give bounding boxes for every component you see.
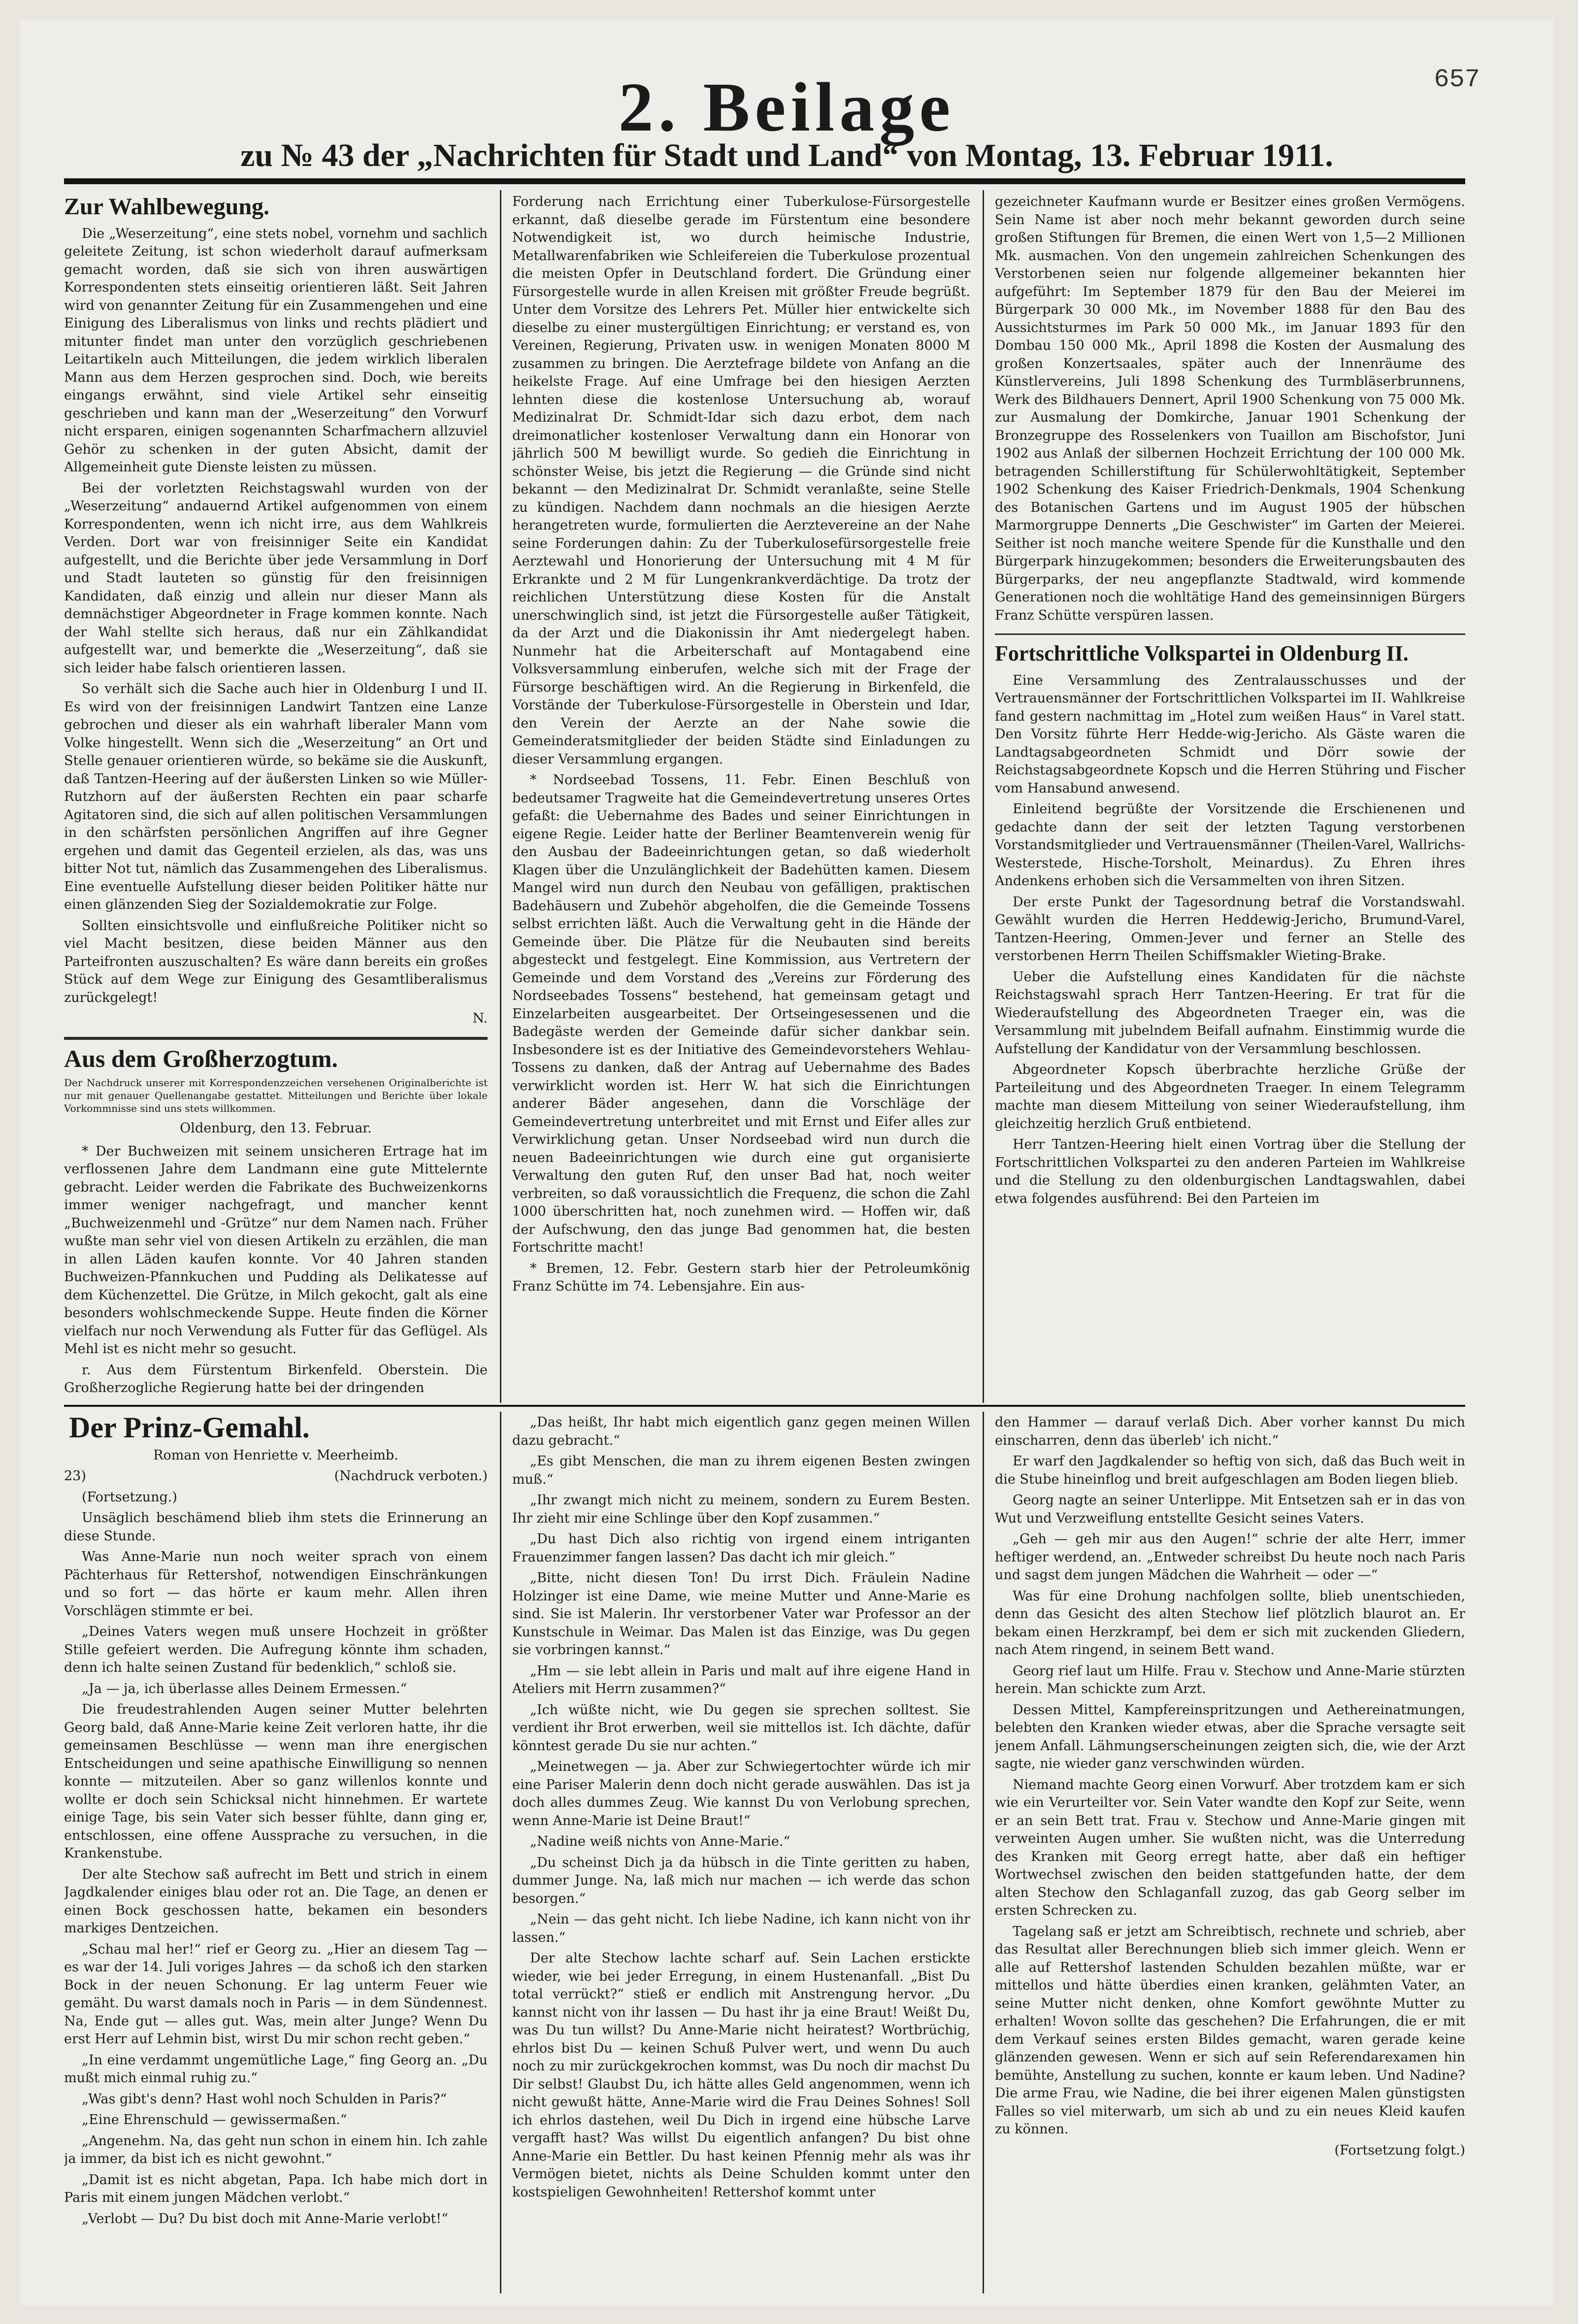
story-paragraph: „Verlobt — Du? Du bist doch mit Anne-Marie verlobt!“ [82,2211,448,2226]
article-paragraph: Sollten einsichtsvolle und einflußreiche Politiker nicht so viel Macht besitzen, diese beiden Männer aus den Parteifronten auszuschalten? Es wäre dann bereits ein großes Stück auf dem Wege zur Einigung des Gesamtliberalismus zurückgelegt! [64,918,488,1005]
story-paragraph: „Meinetwegen — ja. Aber zur Schwiegertochter würde ich mir eine Pariser Malerin denn doch nicht gerade auswählen. Das ist ja doch alles dummes Zeug. Wie kannst Du von Verlobung sprechen, wenn Anne-Marie ist Deine Braut!“ [512,1759,970,1828]
to-be-continued: (Fortsetzung folgt.) [1334,2142,1465,2158]
story-paragraph: „Nein — das geht nicht. Ich liebe Nadine, ich kann nicht von ihr lassen.“ [512,1912,970,1945]
article-paragraph: So verhält sich die Sache auch hier in Oldenburg I und II. Es wird von der freisinnigen Landwirt Tantzen eine Lanze gebrochen und dieser als ein wahrhaft liberaler Mann vom Volke hingestellt. Wenn sich die „Weserzeitung“ an Ort und Stelle genauer orientieren würde, so bekäme sie die Auskunft, daß Tantzen-Heering auf der äußersten Linken so wie Müller-Rutzhorn auf der äußersten Rechten ein paar scharfe Agitatoren sind, die sich auf allen politischen Versammlungen in den schärfsten persönlichen Angriffen auf ihre Gegner ergehen und damit das Gegenteil erzielen, als das, was uns bitter Not tut, nämlich das Zusammengehen des Liberalismus. Eine eventuelle Aufstellung dieser beiden Politiker hätte nur einen glänzenden Sieg der Sozialdemokratie zur Folge. [64,681,488,912]
header-rule [64,178,1465,184]
story-paragraph: „Ja — ja, ich überlasse alles Deinem Ermessen.“ [82,1681,407,1696]
column-2 [512,193,970,1400]
feuilleton-column-2 [512,1414,970,2291]
feuilleton-byline: Roman von Henriette v. Meerheimb. [153,1447,398,1463]
issue-subtitle: zu № 43 der „Nachrichten für Stadt und Land“ von Montag, 13. Februar 1911. [240,137,1333,173]
article-signature: N. [472,1011,488,1026]
dateline: Oldenburg, den 13. Februar. [180,1121,372,1136]
column-divider [983,190,984,1403]
article-paragraph: Ueber die Aufstellung eines Kandidaten für die nächste Reichstagswahl sprach Herr Tantzen-Heering. Er trat für die Wiederaufstellung des Abgeordneten Traeger ein, was die Versammlung mit jubelndem Beifall aufnahm. Einstimmig wurde die Aufstellung der Kandidatur von der Versammlung beschlossen. [995,969,1465,1057]
installment-number: 23) [64,1468,86,1484]
column-divider [500,190,501,1403]
story-paragraph: „Eine Ehrenschuld — gewissermaßen.“ [82,2112,347,2127]
article-paragraph: Forderung nach Errichtung einer Tuberkulose-Fürsorgestelle erkannt, daß dieselbe gerade im Fürstentum eine besondere Notwendigkeit ist, wo durch heimische Industrie, Metallwarenfabriken wie Schleifereien die Tuberkulose prozentual die meisten Opfer in Deutschland fordert. Die Gründung einer Fürsorgestelle wurde in allen Kreisen mit größter Freude begrüßt. Unter dem Vorsitze des Lehrers Pet. Müller hier entwickelte sich dieselbe zu einer mustergültigen Einrichtung; er verstand es, von Vereinen, Regierung, Privaten usw. in wenigen Monaten 8000 M zusammen zu bringen. Die Aerztefrage bildete von Anfang an die heikelste Frage. Auf eine Umfrage bei den hiesigen Aerzten lehnten diese die kostenlose Untersuchung ab, worauf Medizinalrat Dr. Schmidt-Idar sich dazu erbot, dem nach dreimonatlicher kostenloser Verwaltung dann ein Honorar von jährlich 500 M bewilligt wurde. So gedieh die Einrichtung in schönster Weise, bis jetzt die Regierung — die Gründe sind nicht bekannt — den Medizinalrat Dr. Schmidt veranlaßte, seine Stelle zu kündigen. Nachdem dann nochmals an die hiesigen Aerzte herangetreten wurde, formulierten die Aerztevereine an der Nahe seine Forderungen dahin: Zu der Tuberkulosefürsorgestelle freie Aerztewahl und Honorierung der Untersuchung mit 4 M für Erkrankte und 2 M für Lungenkrankverdächtige. Da trotz der reichlichen Unterstützung diese Kosten für die Anstalt unerschwinglich sind, ist jetzt die Fürsorgestelle außer Tätigkeit, da der Arzt und die Diakonissin ihr Amt niedergelegt haben. Nunmehr hat die Arbeiterschaft auf Montagabend eine Volksversammlung einberufen, welche sich mit der Frage der Fürsorge beschäftigen wird. An die Regierung in Birkenfeld, die Vorstände der Tuberkulose-Fürsorgestelle in Oberstein und Idar, den Verein der Aerzte an der Nahe sowie die Gemeinderatsmitglieder der beiden Städte sind Einladungen zu dieser Versammlung ergangen. [512,194,970,767]
reprint-prohibited: (Nachdruck verboten.) [334,1468,488,1484]
article-paragraph: Eine Versammlung des Zentralausschusses und der Vertrauensmänner der Fortschrittlichen Volkspartei im II. Wahlkreise fand gestern nachmittag im „Hotel zum weißen Haus“ in Varel statt. Den Vorsitz führte Herr Hedde-wig-Jericho. Als Gäste waren die Landtagsabgeordneten Schmidt und Dörr sowie der Reichstagsabgeordnete Kopsch und die Herren Stühring und Fischer vom Hansabund anwesend. [995,672,1465,796]
newspaper-page [20,20,1554,2305]
article-paragraph: Einleitend begrüßte der Vorsitzende die Erschienenen und gedachte dann der seit der letzten Tagung verstorbenen Vorstandsmitglieder und Vertrauensmänner (Theilen-Varel, Wallrichs-Westerstede, Hische-Torsholt, Meinardus). Zu Ehren ihres Andenkens erhoben sich die Versammelten von ihren Sitzen. [995,801,1465,889]
story-paragraph: Er warf den Jagdkalender so heftig von sich, daß das Buch weit in die Stube hineinflog und breit aufgeschlagen am Boden liegen blieb. [995,1454,1465,1487]
story-paragraph: Georg nagte an seiner Unterlippe. Mit Entsetzen sah er in das von Wut und Verzweiflung entstellte Gesicht seines Vaters. [995,1493,1465,1526]
feuilleton-column-1 [64,1414,488,2291]
story-paragraph: „Es gibt Menschen, die man zu ihrem eigenen Besten zwingen muß.“ [512,1454,970,1487]
article-paragraph: Der erste Punkt der Tagesordnung betraf die Vorstandswahl. Gewählt wurden die Herren Heddewig-Jericho, Brumund-Varel, Tantzen-Heering, Ommen-Jever und ferner an Stelle des verstorbenen Herrn Theilen Schiffsmakler Wieting-Brake. [995,894,1465,963]
article-paragraph: Abgeordneter Kopsch überbrachte herzliche Grüße der Parteileitung und des Abgeordneten Traeger. In einem Telegramm machte man diesem Mitteilung von seiner Wiederaufstellung, ihm gleichzeitig herzlich Gruß entbietend. [995,1062,1465,1131]
story-paragraph: „Schau mal her!“ rief er Georg zu. „Hier an diesem Tag — es war der 14. Juli voriges Jahres — da schoß ich den starken Bock in der neuen Schonung. Er lag unterm Feuer wie gemäht. Du warst damals noch in Paris — in dem Sündennest. Na, Ende gut — alles gut. Was, mein alter Junge? Wenn Du erst Herr auf Lehmin bist, wirst Du mir schon recht geben.“ [64,1941,488,2047]
story-paragraph: „Ihr zwangt mich nicht zu meinem, sondern zu Eurem Besten. Ihr zieht mir eine Schlinge über den Kopf zusammen.“ [512,1493,970,1526]
column-1 [64,193,488,1400]
story-paragraph: den Hammer — darauf verlaß Dich. Aber vorher kannst Du mich einscharren, denn das überleb' ich nicht.“ [995,1415,1465,1448]
story-paragraph: Dessen Mittel, Kampfereinspritzungen und Aethereinatmungen, belebten den Kranken wieder etwas, aber die Sprache versagte seit jenem Anfall. Lähmungserscheinungen zeigten sich, die, wie der Arzt sagte, nie wieder ganz verschwinden würden. [995,1702,1465,1771]
article-heading-wahlbewegung: Zur Wahlbewegung. [64,194,270,220]
article-paragraph: Herr Tantzen-Heering hielt einen Vortrag über die Stellung der Fortschrittlichen Volkspartei zu den anderen Parteien im Wahlkreise und die Stellung zu den oldenburgischen Landtagswahlen, dabei etwa folgendes ausführend: Bei den Parteien im [995,1137,1465,1206]
feuilleton-column-3 [995,1414,1465,2291]
continued-note: (Fortsetzung.) [82,1489,177,1505]
article-paragraph: r. Aus dem Fürstentum Birkenfeld. Oberstein. Die Großherzogliche Regierung hatte bei der dringenden [64,1362,488,1395]
article-paragraph: * Bremen, 12. Febr. Gestern starb hier der Petroleumkönig Franz Schütte im 74. Lebensjahre. Ein aus- [512,1261,970,1294]
column-3 [995,193,1465,1400]
story-paragraph: „In eine verdammt ungemütliche Lage,“ fing Georg an. „Du mußt mich einmal ruhig zu.“ [64,2052,488,2086]
story-paragraph: Der alte Stechow lachte scharf auf. Sein Lachen erstickte wieder, wie bei jeder Erregung, in einem Hustenanfall. „Bist Du total verrückt?“ stieß er endlich mit Anstrengung hervor. „Du kannst nicht von ihr lassen — Du hast ihr ja eine Braut! Weißt Du, was Du tun willst? Du Anne-Marie nicht heiratest? Wortbrüchig, ehrlos bist Du — keinen Schuß Pulver wert, und wenn Du auch noch zu mir zurückgekrochen kommst, was Du noch dir machst Du Dir selbst! Glaubst Du, ich hätte alles Geld angenommen, wenn ich nicht gewußt hätte, Anne-Marie wird die Frau Deines Sohnes! Soll ich ehrlos dastehen, weil Du Dich in irgend eine hübsche Larve vergafft hast? Was willst Du eigentlich anfangen? Du bist ohne Anne-Marie ein Bettler. Du hast keinen Pfennig mehr als was ihr Vermögen bietet, nichts als Deine Schulden kommt unter den kostspieligen Gewohnheiten! Rettershof kommt unter [512,1951,970,2200]
story-paragraph: „Geh — geh mir aus den Augen!“ schrie der alte Herr, immer heftiger werdend, an. „Entweder schreibst Du heute noch nach Paris und sagst dem jungen Mädchen die Wahrheit — oder —“ [995,1531,1465,1583]
story-paragraph: „Deines Vaters wegen muß unsere Hochzeit in größter Stille gefeiert werden. Die Aufregung könnte ihm schaden, denn ich halte seinen Zustand für bedenklich,“ schloß sie. [64,1624,488,1675]
story-paragraph: „Angenehm. Na, das geht nun schon in einem hin. Ich zahle ja immer, da bist ich es nicht gewohnt.“ [64,2133,488,2166]
story-paragraph: „Was gibt's denn? Hast wohl noch Schulden in Paris?“ [82,2091,447,2107]
story-paragraph: „Das heißt, Ihr habt mich eigentlich ganz gegen meinen Willen dazu gebracht.“ [512,1415,970,1448]
story-paragraph: „Du scheinst Dich ja da hübsch in die Tinte geritten zu haben, dummer Junge. Na, laß mich nur machen — ich werde das schon besorgen.“ [512,1855,970,1906]
article-paragraph: * Der Buchweizen mit seinem unsicheren Ertrage hat im verflossenen Jahre dem Landmann eine gute Mittelernte gebracht. Leider werden die Fabrikate des Buchweizenkorns immer weniger nachgefragt, und mancher kennt „Buchweizenmehl und -Grütze“ nur dem Namen nach. Früher wußte man sehr viel von diesen Artikeln zu erzählen, die man in allen Läden kaufen konnte. Vor 40 Jahren standen Buchweizen-Pfannkuchen und Pudding als Delikatesse auf dem Küchenzettel. Die Grütze, in Milch gekocht, galt als eine besonders wohlschmeckende Suppe. Heute finden die Körner vielfach nur noch Verwendung als Futter für das Geflügel. Als Mehl ist es nicht mehr so gesucht. [64,1143,488,1357]
reprint-notice: Der Nachdruck unserer mit Korrespondenzzeichen versehenen Originalberichte ist nur mit genauer Quellenangabe gestattet. Mitteilungen und Berichte über lokale Vorkommnisse sind uns stets willkommen. [64,1077,488,1114]
story-paragraph: Der alte Stechow saß aufrecht im Bett und strich in einem Jagdkalender einiges blau oder rot an. Die Tage, an denen er einen Bock geschossen hatte, bekamen ein besonders markiges Dentzeichen. [64,1866,488,1936]
story-paragraph: „Hm — sie lebt allein in Paris und malt auf ihre eigene Hand in Ateliers mit Herrn zusammen?“ [512,1663,970,1696]
article-paragraph: Die „Weserzeitung“, eine stets nobel, vornehm und sachlich geleitete Zeitung, ist schon wiederholt darauf aufmerksam gemacht worden, daß sie sich von ihren auswärtigen Korrespondenten stets einseitig orientieren läßt. Seit Jahren wird von genannter Zeitung für ein Zusammengehen und eine Einigung des Liberalismus von links und rechts plädiert und mitunter findet man unter den vorzüglich geschriebenen Leitartikeln auch Mitteilungen, die jedem wirklich liberalen Mann aus dem Herzen gesprochen sind. Doch, wie bereits eingangs erwähnt, sind viele Artikel sehr einseitig geschrieben und kann man der „Weserzeitung“ den Vorwurf nicht ersparen, einigen sogenannten Scharfmachern allzuviel Gehör zu schenken in der guten Absicht, damit der Allgemeinheit gute Dienste leisten zu müssen. [64,226,488,475]
column-divider [500,1412,501,2293]
story-paragraph: „Nadine weiß nichts von Anne-Marie.“ [530,1834,790,1849]
story-paragraph: Niemand machte Georg einen Vorwurf. Aber trotzdem kam er sich wie ein Verurteilter vor. Sein Vater wandte den Kopf zur Seite, wenn er an sein Bett trat. Frau v. Stechow und Anne-Marie gingen mit verweinten Augen umher. Sie wußten nicht, was die Unterredung des Kranken mit Georg erregt hatte, aber daß ein heftiger Wortwechsel zwischen den beiden stattgefunden hatte, der dem alten Stechow den Schlaganfall zuzog, das gab Georg selber im ersten Schrecken zu. [995,1777,1465,1918]
feuilleton-installment [64,1467,488,1486]
story-paragraph: „Bitte, nicht diesen Ton! Du irrst Dich. Fräulein Nadine Holzinger ist eine Dame, wie meine Mutter und Anne-Marie es sind. Sie ist Malerin. Ihr verstorbener Vater war Professor an der Kunstschule in Weimar. Das Malen ist das Einzige, was Du gegen sie vorbringen kannst.“ [512,1570,970,1658]
story-paragraph: „Damit ist es nicht abgetan, Papa. Ich habe mich dort in Paris mit einem jungen Mädchen verlobt.“ [64,2172,488,2205]
story-paragraph: Was Anne-Marie nun noch weiter sprach von einem Pächterhaus für Rettershof, notwendigen Einschränkungen und so fort — das hörte er kaum mehr. Allen ihren Vorschlägen stimmte er bei. [64,1549,488,1619]
article-heading-volkspartei: Fortschrittliche Volkspartei in Oldenburg II. [995,641,1409,665]
story-paragraph: Georg rief laut um Hilfe. Frau v. Stechow und Anne-Marie stürzten herein. Man schickte zum Arzt. [995,1663,1465,1696]
story-paragraph: Was für eine Drohung nachfolgen sollte, blieb unentschieden, denn das Gesicht des alten Stechow lief plötzlich blaurot an. Er bekam einen Herzkrampf, bei dem er sich mit zuckenden Gliedern, nach Atem ringend, in seinem Bett wand. [995,1588,1465,1658]
story-paragraph: „Du hast Dich also richtig von irgend einem intriganten Frauenzimmer fangen lassen? Das dacht ich mir gleich.“ [512,1531,970,1565]
article-paragraph: gezeichneter Kaufmann wurde er Besitzer eines großen Vermögens. Sein Name ist aber noch mehr bekannt geworden durch seine großen Stiftungen für Bremen, die einen Wert von 1,5—2 Millionen Mk. ausmachen. Von den ungemein zahlreichen Schenkungen des Verstorbenen seien nur folgende allgemeiner bekannten hier aufgeführt: Im September 1879 für den Bau der Meierei im Bürgerpark 30 000 Mk., im November 1888 für den Bau des Aussichtsturmes im Park 50 000 Mk., im Januar 1893 für den Dombau 150 000 Mk., April 1898 die Kosten der Ausmalung des großen Konzertsaales, später auch der Innenräume des Künstlervereins, Juli 1898 Schenkung des Turmbläserbrunnens, Werk des Bildhauers Dennert, April 1900 Schenkung von 75 000 Mk. zur Ausmalung der Domkirche, Januar 1901 Schenkung der Bronzegruppe des Rosselenkers von Tuaillon am Bischofstor, Juni 1902 aus Anlaß der silbernen Hochzeit Errichtung der 100 000 Mk. betragenden Schillerstiftung für Schülerwohltätigkeit, September 1902 Schenkung des Kaiser Friedrich-Denkmals, 1904 Schenkung des Botanischen Gartens und im August 1905 der hübschen Marmorgruppe Dennerts „Die Geschwister“ im Garten der Meierei. Seither ist noch manche weitere Spende für die Kunsthalle und den Bürgerpark hinzugekommen; besonders die Erweiterungsbauten des Bürgerparks, der neu angepflanzte Stadtwald, wird kommende Generationen noch die wohltätige Hand des gemeinsinnigen Bürgers Franz Schütte verspüren lassen. [995,194,1465,623]
story-paragraph: Unsäglich beschämend blieb ihm stets die Erinnerung an diese Stunde. [64,1510,488,1544]
section-heading-grossherzogtum: Aus dem Großherzogtum. [64,1044,338,1072]
story-paragraph: Tagelang saß er jetzt am Schreibtisch, rechnete und schrieb, aber das Resultat aller Berechnungen blieb sich immer gleich. Wenn er alle auf Rettershof lastenden Schulden bezahlen müßte, war er mittellos und hätte überdies einen kranken, gelähmten Vater, an seine Mutter nicht denken, ohne Komfort gewöhnte Mutter zu erhalten! Wovon sollte das geschehen? Die Erfahrungen, die er mit dem Verkauf seines ersten Bildes gemacht, waren gerade keine glänzenden gewesen. Wenn er sich auf sein Referendarexamen hin bemühte, Anstellung zu suchen, konnte er kaum leben. Und Nadine? Die arme Frau, wie Nadine, die bei ihrer eigenen Malen günstigsten Falles so viel miterwarb, um sich ab und zu ein neues Kleid kaufen zu können. [995,1924,1465,2137]
page-number: 657 [1434,65,1480,94]
article-paragraph: Bei der vorletzten Reichstagswahl wurden von der „Weserzeitung“ andauernd Artikel aufgenommen von einem Korrespondenten, wenn ich nicht irre, aus dem Wahlkreis Verden. Dort war von freisinniger Seite ein Kandidat aufgestellt, und die Berichte über jede Versammlung in Dorf und Stadt lauteten so günstig für den freisinnigen Kandidaten, daß einzig und allein nur dieser Mann als demnächstiger Abgeordneter in Frage kommen konnte. Nach der Wahl stellte sich heraus, daß nur ein Zählkandidat aufgestellt war, und bemerkte die „Weserzeitung“, daß sie sich leider habe falsch orientieren lassen. [64,480,488,676]
story-paragraph: Die freudestrahlenden Augen seiner Mutter belehrten Georg bald, daß Anne-Marie keine Zeit verloren hatte, ihr die gemeinsamen Beschlüsse — wenn man ihre energischen Entscheidungen und seine apathische Einwilligung so nennen konnte — mitzuteilen. Aber so ganz willenlos konnte und wollte er doch sein Schicksal nicht hinnehmen. Er wartete einige Tage, bis sein Vater sich besser fühlte, dann ging er, entschlossen, eine offene Aussprache zu versuchen, in die Krankenstube. [64,1702,488,1861]
article-paragraph: * Nordseebad Tossens, 11. Febr. Einen Beschluß von bedeutsamer Tragweite hat die Gemeindevertretung unseres Ortes gefaßt: die Uebernahme des Bades und seiner Einrichtungen in eigene Regie. Leider hatte der Berliner Beamtenverein wenig für den Ausbau der Badeeinrichtungen getan, so daß wiederholt Klagen über die Unzulänglichkeit der Badehütten kamen. Diesem Mangel wird nun durch den Neubau von gefälligen, praktischen Badehäusern und Zubehör abgeholfen, die die Gemeinde Tossens selbst errichten läßt. Auch die Verwaltung geht in die Hände der Gemeinde über. Die Plätze für die Neubauten sind bereits abgesteckt und festgelegt. Eine Kommission, aus Vertretern der Gemeinde und dem Vorstand des „Vereins zur Förderung des Nordseebades Tossens“ bestehend, hat gemeinsam getagt und Einzelarbeiten ausgearbeitet. Der Ortseingesessenen und die Badegäste werden der Gemeinde dafür sicher dankbar sein. Insbesondere ist es der Initiative des Gemeindevorstehers Wehlau-Tossens zu danken, daß der Antrag auf Uebernahme des Bades verwirklicht worden ist. Herr W. hat sich die Einrichtungen anderer Bäder angesehen, dann die Vorschläge der Gemeindevertretung unterbreitet und mit Ernst und Eifer alles zur Verwirklichung getan. Unser Nordseebad wird nun durch die neuen Badeeinrichtungen wie durch eine gut organisierte Verwaltung den guten Ruf, den unser Bad hat, noch weiter verbreiten, so daß voraussichtlich die Frequenz, die schon die Zahl 1000 überschritten hat, noch zunehmen wird. — Hoffen wir, daß der Aufschwung, den das junge Bad genommen hat, die besten Fortschritte macht! [512,772,970,1255]
column-divider [983,1412,984,2293]
story-paragraph: „Ich wüßte nicht, wie Du gegen sie sprechen solltest. Sie verdient ihr Brot erwerben, weil sie mittellos ist. Ich dächte, dafür könntest gerade Du sie nur achten.“ [512,1702,970,1754]
feuilleton-title: Der Prinz-Gemahl. [69,1414,310,1444]
section-rule [995,633,1465,635]
supplement-title: 2. Beilage [618,68,955,146]
section-rule [64,1037,488,1040]
feuilleton-separator [64,1405,1465,1407]
